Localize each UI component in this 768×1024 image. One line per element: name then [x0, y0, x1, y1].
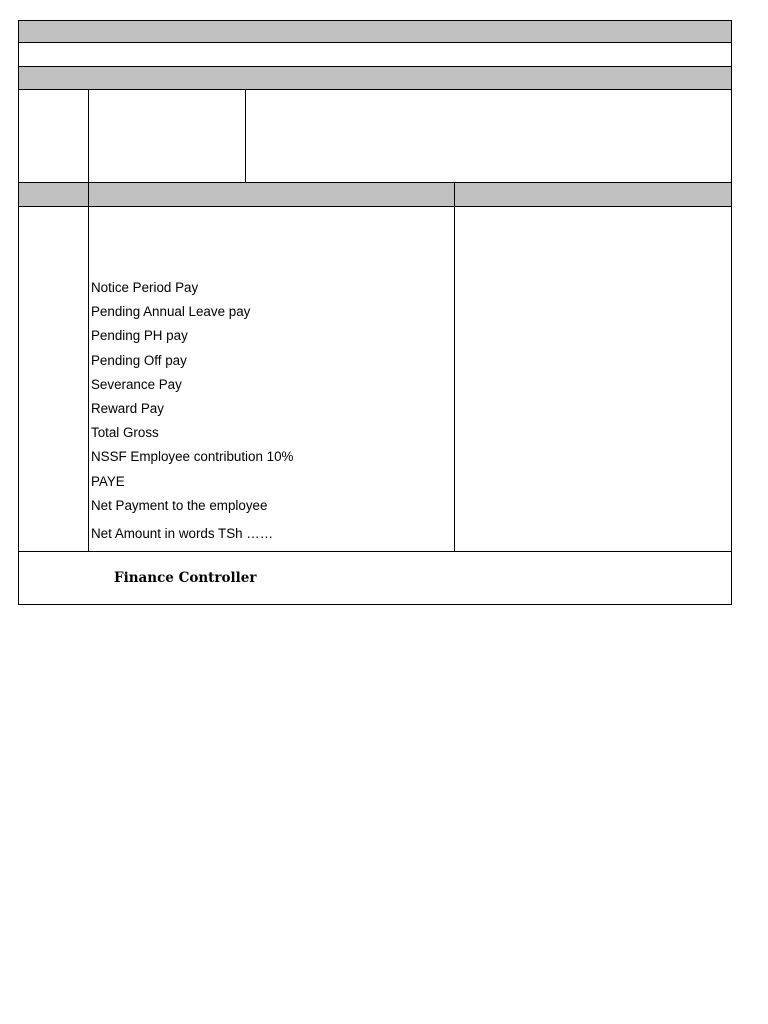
- finance-controller-signature-label: Finance Controller: [114, 570, 257, 586]
- grid-line: [88, 89, 89, 552]
- grid-line: [245, 89, 246, 183]
- grid-line: [454, 182, 455, 552]
- pay-item-ph: Pending PH pay: [91, 328, 188, 344]
- grid-line: [18, 551, 732, 552]
- details-cell-number: [18, 90, 89, 183]
- grid-line: [18, 66, 732, 67]
- items-number-column: [18, 206, 89, 551]
- pay-item-paye: PAYE: [91, 473, 125, 489]
- column-header-band: [18, 183, 732, 206]
- amount-in-words-label: Net Amount in words TSh ……: [91, 525, 274, 541]
- grid-line: [18, 182, 732, 183]
- pay-items-list: [91, 276, 451, 546]
- pay-item-notice-period: Notice Period Pay: [91, 280, 199, 295]
- details-cell-value: [246, 90, 732, 183]
- title-header-band: [18, 20, 732, 43]
- details-cell-label: [89, 90, 246, 183]
- grid-line: [18, 206, 732, 207]
- grid-line: [18, 42, 732, 43]
- pay-item-nssf: NSSF Employee contribution 10%: [91, 449, 294, 465]
- pay-item-annual-leave: Pending Annual Leave pay: [91, 304, 251, 320]
- pay-item-severance: Severance Pay: [91, 376, 182, 392]
- grid-line: [18, 604, 732, 605]
- items-amount-column: [455, 206, 732, 551]
- pay-item-total-gross: Total Gross: [91, 425, 159, 441]
- section-header-band: [18, 67, 732, 90]
- grid-line: [18, 20, 19, 605]
- grid-line: [18, 89, 732, 90]
- pay-item-off: Pending Off pay: [91, 352, 187, 368]
- pay-item-net-payment: Net Payment to the employee: [91, 497, 268, 513]
- grid-line: [18, 20, 732, 21]
- title-content-row: [18, 43, 732, 67]
- pay-item-reward: Reward Pay: [91, 400, 164, 416]
- grid-line: [731, 20, 732, 605]
